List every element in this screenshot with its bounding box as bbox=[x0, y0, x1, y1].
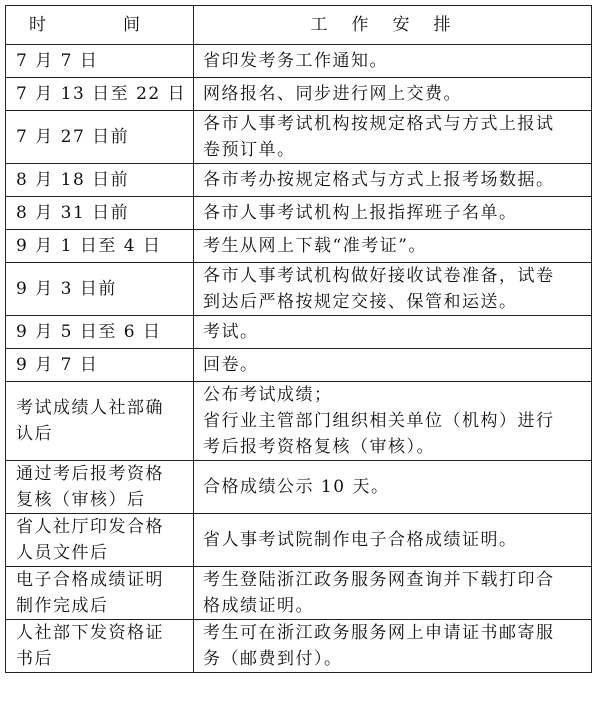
task-text: 各市人事考试机构按规定格式与方式上报试 bbox=[203, 114, 555, 134]
time-cell bbox=[6, 230, 194, 263]
task-text: 各市考办按规定格式与方式上报考场数据。 bbox=[203, 170, 555, 190]
time-text: 书后 bbox=[16, 649, 53, 669]
task-cell bbox=[194, 349, 592, 382]
task-text: 务（邮费到付）。 bbox=[203, 649, 343, 669]
task-text: 考试。 bbox=[203, 322, 259, 342]
table-row bbox=[6, 514, 592, 567]
task-text: 公布考试成绩； bbox=[203, 385, 333, 405]
time-text: 7 月 13 日至 22 日 bbox=[16, 84, 187, 104]
time-cell bbox=[6, 461, 194, 514]
task-text: 格成绩证明。 bbox=[203, 596, 314, 616]
task-cell bbox=[194, 78, 592, 111]
time-text: 7 月 7 日 bbox=[16, 51, 99, 71]
task-cell bbox=[194, 164, 592, 197]
task-cell bbox=[194, 316, 592, 349]
task-cell bbox=[194, 382, 592, 461]
schedule-body bbox=[6, 45, 592, 673]
task-text: 合格成绩公示 10 天。 bbox=[203, 477, 390, 497]
task-text: 到达后严格按规定交接、保管和运送。 bbox=[203, 292, 518, 312]
task-text: 各市人事考试机构上报指挥班子名单。 bbox=[203, 203, 518, 223]
header-row bbox=[6, 6, 592, 45]
time-text: 制作完成后 bbox=[16, 596, 109, 616]
header-time bbox=[6, 6, 194, 45]
task-cell bbox=[194, 111, 592, 164]
time-cell bbox=[6, 45, 194, 78]
time-text: 通过考后报考资格 bbox=[16, 464, 164, 484]
time-cell bbox=[6, 78, 194, 111]
header-time-label: 时 间 bbox=[29, 15, 170, 35]
time-text: 7 月 27 日前 bbox=[16, 127, 130, 147]
time-cell bbox=[6, 514, 194, 567]
task-text: 网络报名、同步进行网上交费。 bbox=[203, 84, 462, 104]
task-text: 省人事考试院制作电子合格成绩证明。 bbox=[203, 530, 518, 550]
time-cell bbox=[6, 316, 194, 349]
time-cell bbox=[6, 567, 194, 620]
time-text: 人社部下发资格证 bbox=[16, 623, 164, 643]
task-text: 各市人事考试机构做好接收试卷准备，试卷 bbox=[203, 266, 555, 286]
task-text: 省印发考务工作通知。 bbox=[203, 51, 388, 71]
table-row bbox=[6, 620, 592, 673]
time-cell bbox=[6, 263, 194, 316]
table-row bbox=[6, 197, 592, 230]
header-task-label: 工作安排 bbox=[310, 15, 475, 35]
time-cell bbox=[6, 197, 194, 230]
task-text: 考生可在浙江政务服务网上申请证书邮寄服 bbox=[203, 623, 555, 643]
task-cell bbox=[194, 45, 592, 78]
table-row bbox=[6, 382, 592, 461]
time-cell bbox=[6, 349, 194, 382]
time-text: 省人社厅印发合格 bbox=[16, 517, 164, 537]
time-text: 人员文件后 bbox=[16, 543, 109, 563]
task-cell bbox=[194, 197, 592, 230]
table-row bbox=[6, 349, 592, 382]
time-text: 9 月 1 日至 4 日 bbox=[16, 236, 162, 256]
task-cell bbox=[194, 230, 592, 263]
time-text: 考试成绩人社部确 bbox=[16, 398, 164, 418]
time-text: 9 月 3 日前 bbox=[16, 279, 117, 299]
task-cell bbox=[194, 567, 592, 620]
table-row bbox=[6, 316, 592, 349]
task-text: 卷预订单。 bbox=[203, 140, 296, 160]
task-cell bbox=[194, 461, 592, 514]
table-row bbox=[6, 567, 592, 620]
exam-schedule-table bbox=[5, 5, 592, 673]
task-text: 回卷。 bbox=[203, 355, 259, 375]
task-text: 考生登陆浙江政务服务网查询并下载打印合 bbox=[203, 570, 555, 590]
table-row bbox=[6, 263, 592, 316]
time-cell bbox=[6, 382, 194, 461]
header-task bbox=[194, 6, 592, 45]
task-text: 考后报考资格复核（审核）。 bbox=[203, 437, 435, 457]
task-cell bbox=[194, 514, 592, 567]
time-text: 复核（审核）后 bbox=[16, 490, 146, 510]
table-row bbox=[6, 45, 592, 78]
table-row bbox=[6, 78, 592, 111]
time-text: 8 月 18 日前 bbox=[16, 170, 130, 190]
time-text: 8 月 31 日前 bbox=[16, 203, 130, 223]
table-row bbox=[6, 111, 592, 164]
time-text: 9 月 5 日至 6 日 bbox=[16, 322, 162, 342]
task-text: 考生从网上下载“准考证”。 bbox=[203, 236, 427, 256]
time-text: 认后 bbox=[16, 424, 53, 444]
time-cell bbox=[6, 111, 194, 164]
table-row bbox=[6, 164, 592, 197]
time-cell bbox=[6, 620, 194, 673]
task-cell bbox=[194, 263, 592, 316]
time-cell bbox=[6, 164, 194, 197]
table-row bbox=[6, 461, 592, 514]
task-cell bbox=[194, 620, 592, 673]
table-row bbox=[6, 230, 592, 263]
time-text: 9 月 7 日 bbox=[16, 355, 99, 375]
time-text: 电子合格成绩证明 bbox=[16, 570, 164, 590]
task-text: 省行业主管部门组织相关单位（机构）进行 bbox=[203, 411, 555, 431]
